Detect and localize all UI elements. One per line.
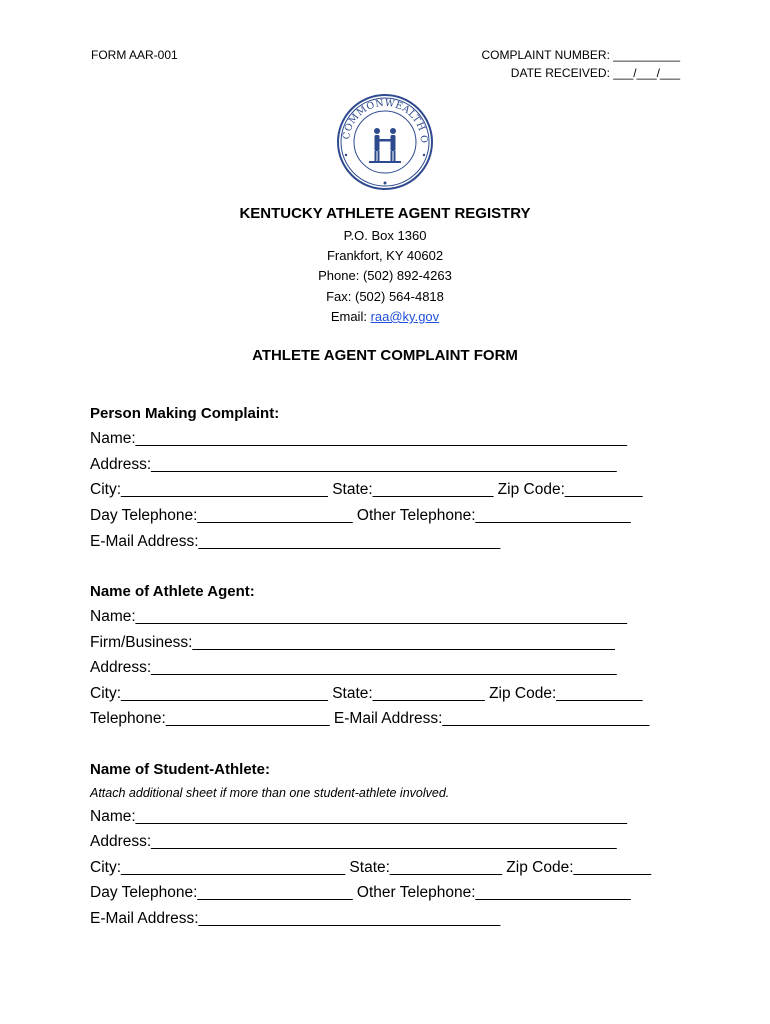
athlete-city-state-zip-field[interactable]: City:__________________________ State:_____________ Zip Code:_________ bbox=[90, 859, 652, 876]
agent-telephone-email-field[interactable]: Telephone:___________________ E-Mail Address:________________________ bbox=[90, 710, 650, 727]
form-id: FORM AAR-001 bbox=[91, 48, 178, 62]
agency-email-link[interactable]: raa@ky.gov bbox=[370, 309, 440, 324]
agency-po-box: P.O. Box 1360 bbox=[343, 228, 427, 243]
date-received-field[interactable]: DATE RECEIVED: ___/___/___ bbox=[510, 66, 680, 80]
seal-text: COMMONWEALTH O bbox=[340, 97, 430, 144]
agent-heading: Name of Athlete Agent: bbox=[90, 583, 255, 600]
seal-icon bbox=[336, 93, 434, 191]
agent-name-field[interactable]: Name:_________________________________________________________ bbox=[90, 608, 628, 625]
athlete-note: Attach additional sheet if more than one student-athlete involved. bbox=[90, 786, 450, 800]
complainant-heading: Person Making Complaint: bbox=[90, 405, 280, 422]
complainant-address-field[interactable]: Address:______________________________________________________ bbox=[90, 456, 617, 473]
agent-address-field[interactable]: Address:______________________________________________________ bbox=[90, 659, 617, 676]
agency-fax: Fax: (502) 564-4818 bbox=[326, 289, 444, 304]
complainant-name-field[interactable]: Name:_________________________________________________________ bbox=[90, 430, 628, 447]
athlete-telephone-field[interactable]: Day Telephone:__________________ Other Telephone:__________________ bbox=[90, 884, 631, 901]
agent-firm-field[interactable]: Firm/Business:_________________________________________________ bbox=[90, 634, 615, 651]
complainant-city-state-zip-field[interactable]: City:________________________ State:______________ Zip Code:_________ bbox=[90, 481, 643, 498]
complaint-number-field[interactable]: COMPLAINT NUMBER: __________ bbox=[481, 48, 680, 62]
kentucky-seal bbox=[336, 93, 434, 191]
agent-city-state-zip-field[interactable]: City:________________________ State:_____________ Zip Code:__________ bbox=[90, 685, 643, 702]
complainant-telephone-field[interactable]: Day Telephone:__________________ Other Telephone:__________________ bbox=[90, 507, 631, 524]
agency-city: Frankfort, KY 40602 bbox=[326, 248, 444, 263]
athlete-email-field[interactable]: E-Mail Address:___________________________________ bbox=[90, 910, 501, 927]
agency-email-line bbox=[0, 309, 770, 324]
agency-email-label: Email: bbox=[330, 309, 371, 324]
agency-name: KENTUCKY ATHLETE AGENT REGISTRY bbox=[239, 205, 531, 222]
athlete-name-field[interactable]: Name:_________________________________________________________ bbox=[90, 808, 628, 825]
athlete-heading: Name of Student-Athlete: bbox=[90, 761, 270, 778]
agency-phone: Phone: (502) 892-4263 bbox=[318, 268, 452, 283]
athlete-address-field[interactable]: Address:______________________________________________________ bbox=[90, 833, 617, 850]
complainant-email-field[interactable]: E-Mail Address:___________________________________ bbox=[90, 533, 501, 550]
form-title: ATHLETE AGENT COMPLAINT FORM bbox=[252, 347, 518, 364]
